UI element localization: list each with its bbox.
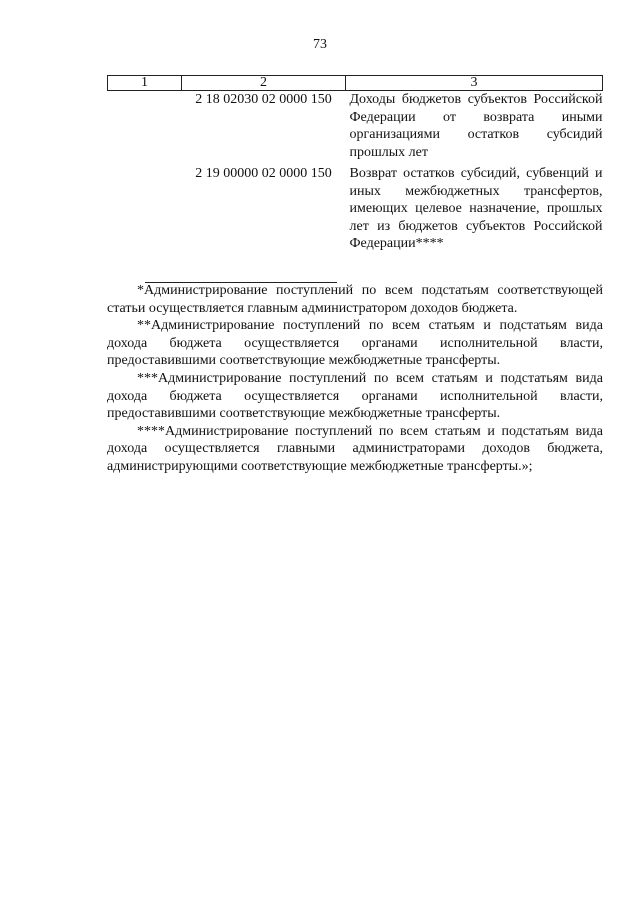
table-cell-code: 2 19 00000 02 0000 150 [195,166,332,181]
column-header-2: 2 [182,76,346,91]
column-header-1: 1 [108,76,182,91]
revenue-code-table [107,75,603,257]
table-cell-name: Возврат остатков субсидий, субвенций и иных межбюджетных трансфертов, имеющих целевое назначение, прошлых лет из бюджетов субъектов Российской Федерации**** [349,166,603,251]
footnote-1: *Администрирование поступлений по всем подстатьям соответствующей статьи осуществляется главным администратором доходов бюджета. [107,283,603,316]
column-header-3: 3 [346,76,603,91]
table-cell-admin [108,165,182,257]
page-number: 73 [313,37,327,52]
footnote-4: ****Администрирование поступлений по всем статьям и подстатьям вида дохода осуществляется главными администраторами доходов бюджета, администрирующими соответствующие межбюджетные трансферты.»; [107,423,603,474]
table-cell-code: 2 18 02030 02 0000 150 [195,92,332,107]
table-cell-name: Доходы бюджетов субъектов Российской Федерации от возврата иными организациями остатков субсидий прошлых лет [349,92,603,160]
table-cell-admin [108,91,182,166]
table-header-row [108,76,603,91]
table-row [108,91,603,166]
footnotes [107,282,603,476]
footnote-3: ***Администрирование поступлений по всем статьям и подстатьям вида дохода бюджета осуществляется органами исполнительной власти, предоставившими соответствующие межбюджетные трансферты. [107,370,603,422]
table-row [108,165,603,257]
footnote-2: **Администрирование поступлений по всем статьям и подстатьям вида дохода бюджета осуществляется органами исполнительной власти, предоставившими соответствующие межбюджетные трансферты. [107,318,603,369]
